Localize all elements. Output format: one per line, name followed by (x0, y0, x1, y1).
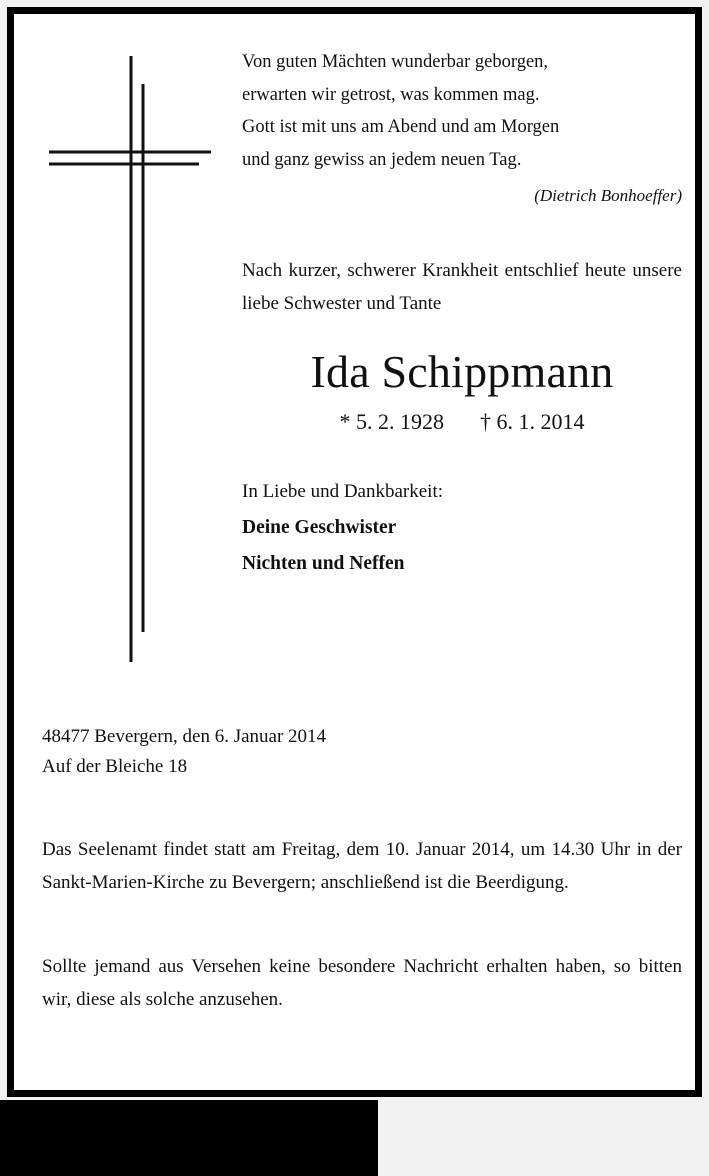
life-dates (242, 409, 682, 435)
cross-icon (39, 44, 219, 674)
apology-text: Sollte jemand aus Versehen keine besondere Nachricht erhalten haben, so bitten wir, diese als solche anzusehen. (42, 956, 682, 1011)
verse-block (242, 46, 682, 211)
mourner-1: Deine Geschwister (242, 516, 397, 538)
mourner-2: Nichten und Neffen (242, 552, 405, 574)
verse-line-3: Gott ist mit uns am Abend und am Morgen (242, 117, 560, 138)
birth-date: * 5. 2. 1928 (339, 408, 444, 434)
verse-line-1: Von guten Mächten wunderbar geborgen, (242, 52, 549, 72)
obituary-frame (7, 7, 702, 1097)
address-line-2: Auf der Bleiche 18 (42, 756, 188, 778)
bottom-black-bar (0, 1100, 378, 1176)
mourners-label: In Liebe und Dankbarkeit: (242, 480, 444, 502)
deceased-name: Ida Schippmann (310, 346, 614, 398)
verse-author: (Dietrich Bonhoeffer) (534, 186, 682, 206)
death-date: † 6. 1. 2014 (480, 408, 585, 434)
address-line-1: 48477 Bevergern, den 6. Januar 2014 (42, 726, 327, 747)
service-text: Das Seelenamt findet statt am Freitag, dem 10. Januar 2014, um 14.30 Uhr in der Sankt-Marien-Kirche zu Bevergern; anschließend ist die Beerdigung. (42, 839, 682, 893)
obituary-paper (14, 14, 695, 1090)
verse-line-2: erwarten wir getrost, was kommen mag. (242, 84, 540, 105)
obituary-text-column (242, 46, 682, 575)
intro-text: Nach kurzer, schwerer Krankheit entschlief heute unsere liebe Schwester und Tante (242, 260, 682, 314)
verse-line-4: und ganz gewiss an jedem neuen Tag. (242, 149, 522, 170)
obituary-footer-block (42, 722, 682, 1017)
